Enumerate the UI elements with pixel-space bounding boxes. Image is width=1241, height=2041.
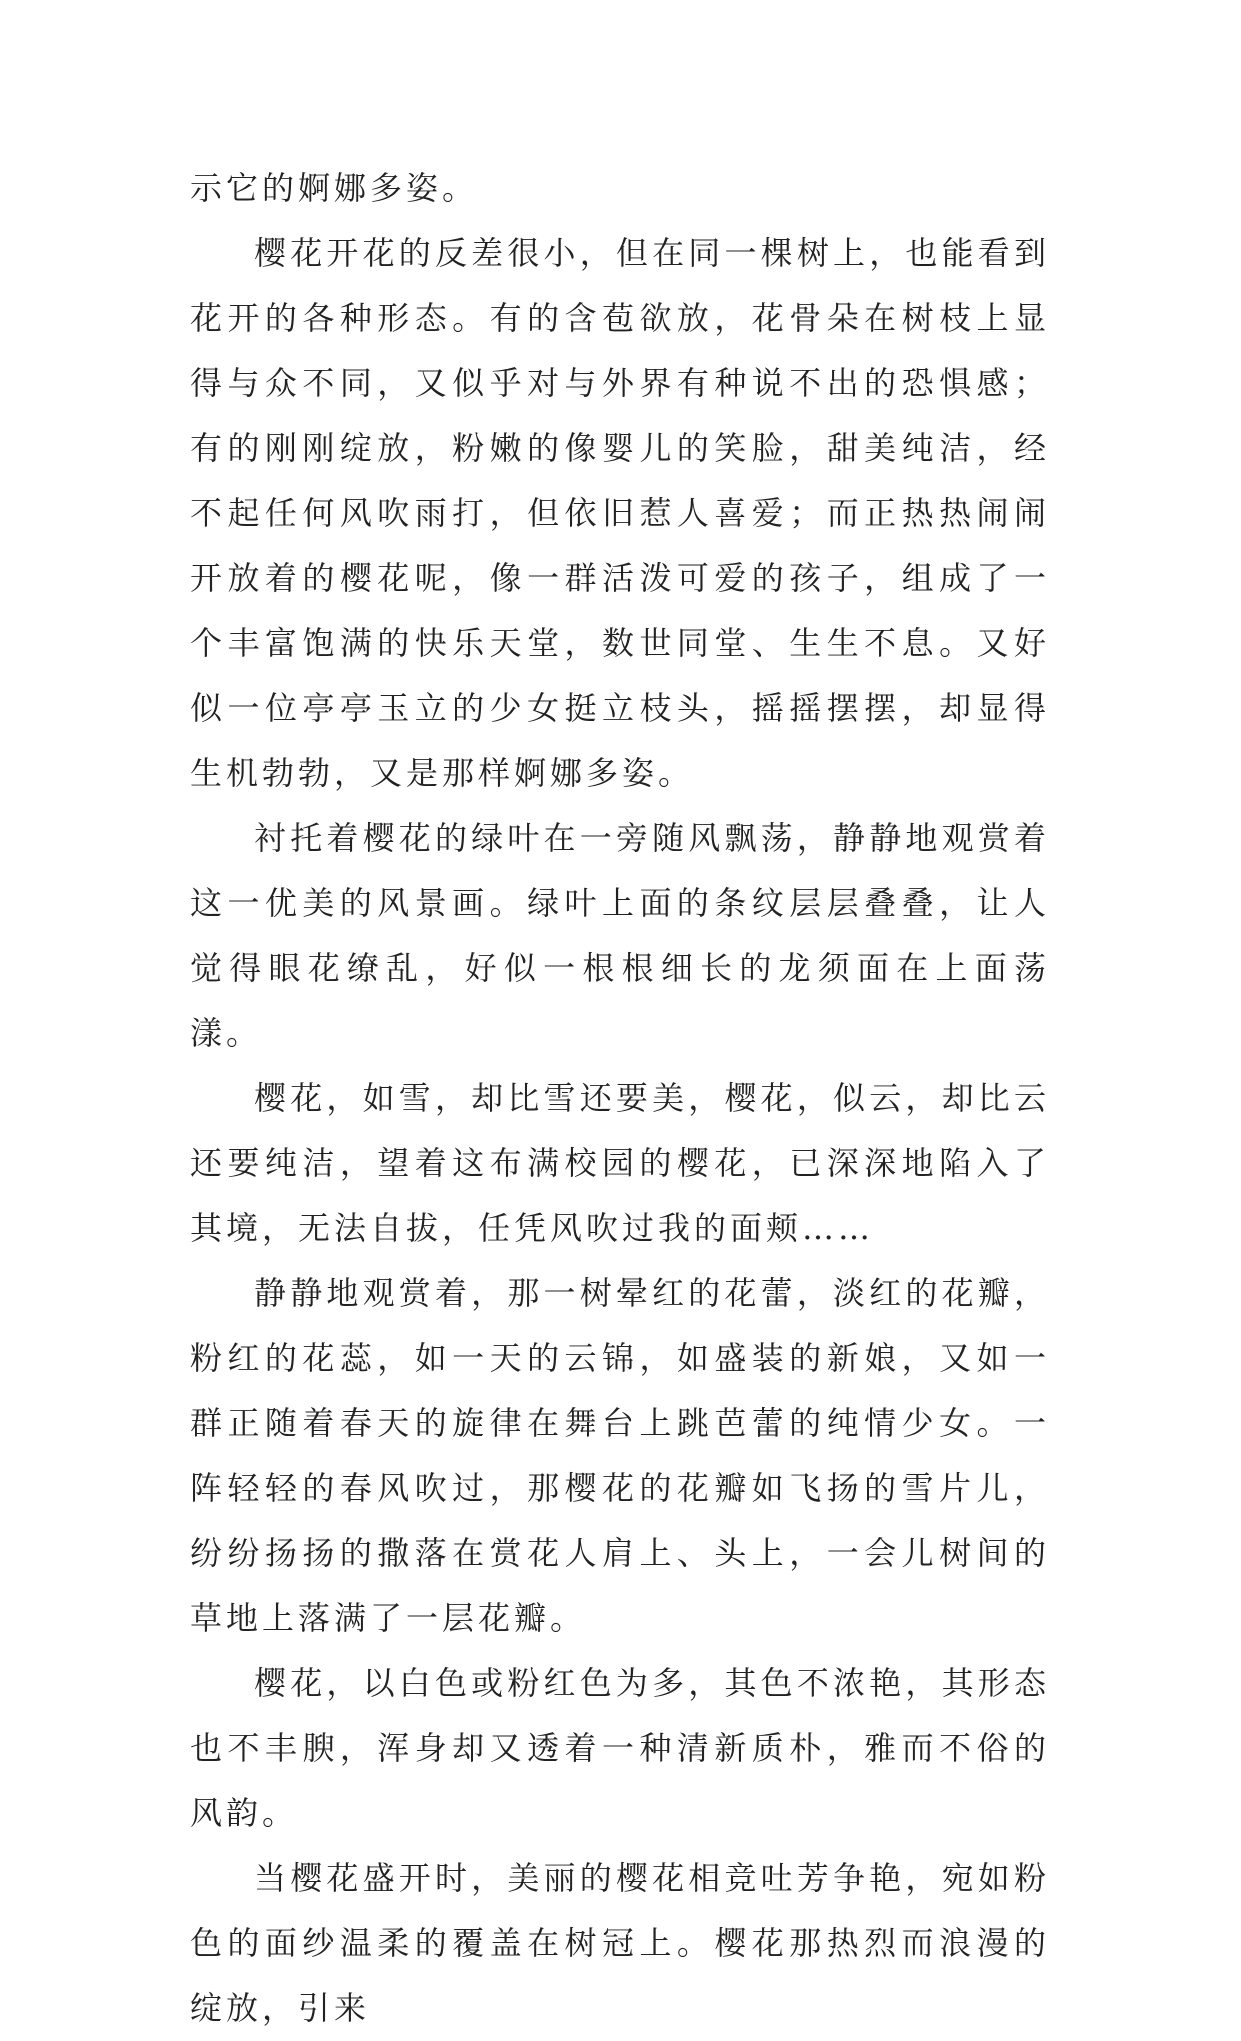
paragraph-7: 当樱花盛开时，美丽的樱花相竞吐芳争艳，宛如粉色的面纱温柔的覆盖在树冠上。樱花那热烈而浪漫的绽放，引来 [190, 1859, 1050, 2027]
paragraph-6: 樱花，以白色或粉红色为多，其色不浓艳，其形态也不丰腴，浑身却又透着一种清新质朴，雅而不俗的风韵。 [190, 1664, 1050, 1832]
paragraph-1: 示它的婀娜多姿。 [190, 169, 479, 207]
paragraph-2: 樱花开花的反差很小，但在同一棵树上，也能看到花开的各种形态。有的含苞欲放，花骨朵在树枝上显得与众不同，又似乎对与外界有种说不出的恐惧感；有的刚刚绽放，粉嫩的像婴儿的笑脸，甜美纯洁，经不起任何风吹雨打，但依旧惹人喜爱；而正热热闹闹开放着的樱花呢，像一群活泼可爱的孩子，组成了一个丰富饱满的快乐天堂，数世同堂、生生不息。又好似一位亭亭玉立的少女挺立枝头，摇摇摆摆，却显得生机勃勃，又是那样婀娜多姿。 [190, 234, 1050, 792]
paragraph-5: 静静地观赏着，那一树晕红的花蕾，淡红的花瓣，粉红的花蕊，如一天的云锦，如盛装的新娘，又如一群正随着春天的旋律在舞台上跳芭蕾的纯情少女。一阵轻轻的春风吹过，那樱花的花瓣如飞扬的雪片儿，纷纷扬扬的撒落在赏花人肩上、头上，一会儿树间的草地上落满了一层花瓣。 [190, 1274, 1050, 1637]
document-body [190, 156, 1050, 2041]
paragraph-4: 樱花，如雪，却比雪还要美，樱花，似云，却比云还要纯洁，望着这布满校园的樱花，已深深地陷入了其境，无法自拔，任凭风吹过我的面颊…… [190, 1079, 1050, 1247]
paragraph-3: 衬托着樱花的绿叶在一旁随风飘荡，静静地观赏着这一优美的风景画。绿叶上面的条纹层层叠叠，让人觉得眼花缭乱，好似一根根细长的龙须面在上面荡漾。 [190, 819, 1050, 1052]
